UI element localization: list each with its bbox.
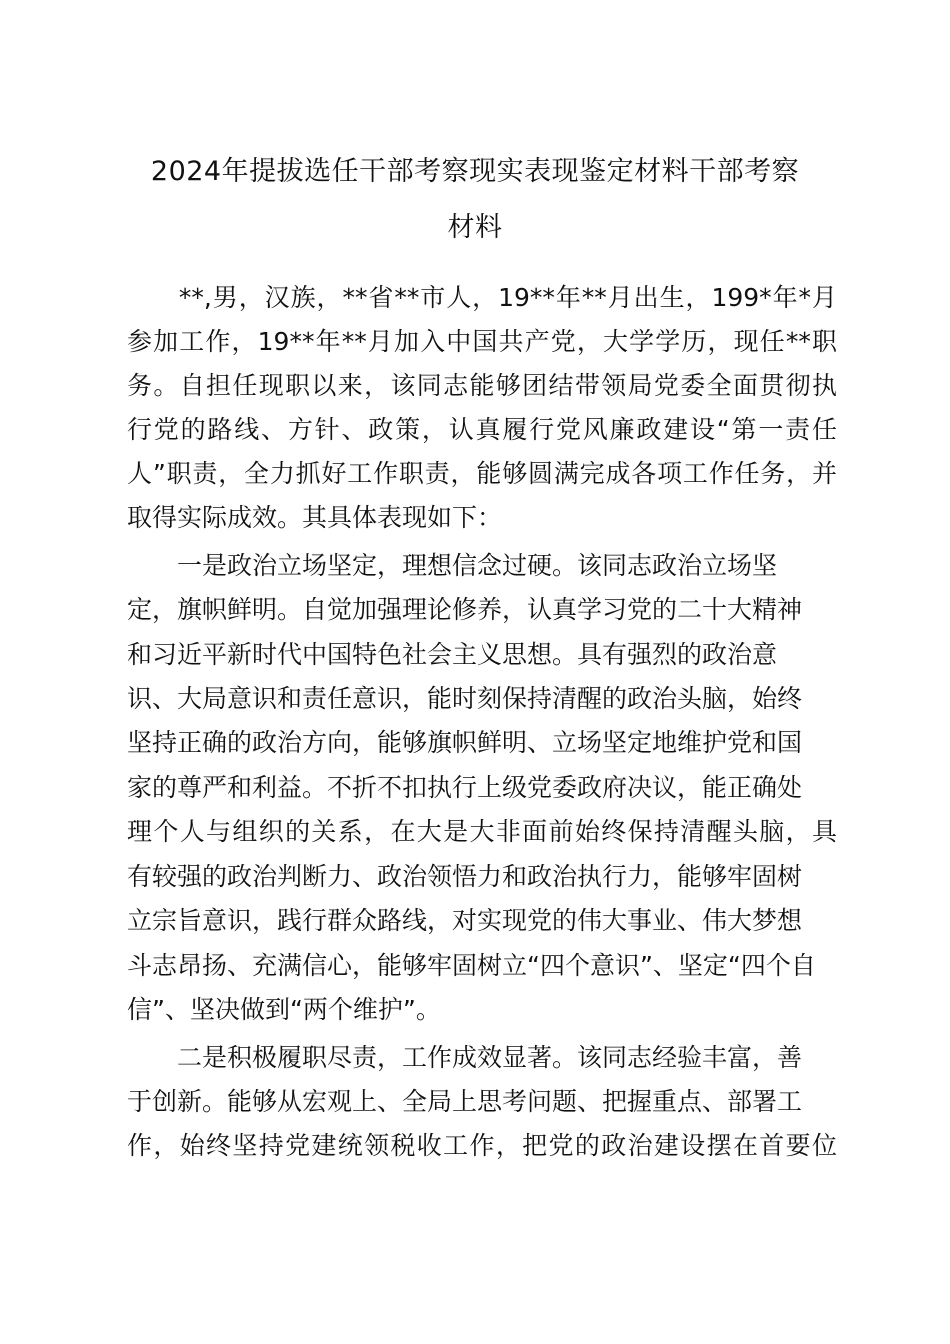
paragraph-line: 作，始终坚持党建统领税收工作，把党的政治建设摆在首要位	[127, 1131, 837, 1160]
paragraph-line: 识、大局意识和责任意识，能时刻保持清醒的政治头脑，始终	[127, 684, 803, 713]
paragraph-line: **,男，汉族，**省**市人，19**年**月出生，199*年*月	[127, 283, 837, 312]
paragraph-line: 务。自担任现职以来，该同志能够团结带领局党委全面贯彻执	[127, 371, 837, 400]
document-title-line-1: 2024年提拔选任干部考察现实表现鉴定材料干部考察	[150, 156, 800, 187]
paragraph-line: 坚持正确的政治方向，能够旗帜鲜明、立场坚定地维护党和国	[127, 728, 803, 757]
paragraph-line: 参加工作，19**年**月加入中国共产党，大学学历，现任**职	[127, 327, 837, 356]
paragraph-line: 信”、坚决做到“两个维护”。	[127, 995, 441, 1024]
paragraph-line: 理个人与组织的关系，在大是大非面前始终保持清醒头脑，具	[127, 817, 837, 846]
paragraph-line: 定，旗帜鲜明。自觉加强理论修养，认真学习党的二十大精神	[127, 595, 803, 624]
paragraph-line: 取得实际成效。其具体表现如下：	[127, 503, 503, 532]
paragraph-line: 一是政治立场坚定，理想信念过硬。该同志政治立场坚	[127, 551, 778, 580]
paragraph-line: 和习近平新时代中国特色社会主义思想。具有强烈的政治意	[127, 640, 778, 669]
paragraph-line: 二是积极履职尽责，工作成效显著。该同志经验丰富，善	[127, 1043, 803, 1072]
document-title-line-2: 材料	[447, 212, 503, 243]
paragraph-line: 家的尊严和利益。不折不扣执行上级党委政府决议，能正确处	[127, 773, 803, 802]
paragraph-line: 立宗旨意识，践行群众路线，对实现党的伟大事业、伟大梦想	[127, 906, 803, 935]
paragraph-line: 人”职责，全力抓好工作职责，能够圆满完成各项工作任务，并	[127, 459, 837, 488]
paragraph-line: 于创新。能够从宏观上、全局上思考问题、把握重点、部署工	[127, 1087, 803, 1116]
paragraph-line: 斗志昂扬、充满信心，能够牢固树立“四个意识”、坚定“四个自	[127, 951, 816, 980]
paragraph-line: 有较强的政治判断力、政治领悟力和政治执行力，能够牢固树	[127, 862, 803, 891]
paragraph-line: 行党的路线、方针、政策，认真履行党风廉政建设“第一责任	[127, 415, 837, 444]
